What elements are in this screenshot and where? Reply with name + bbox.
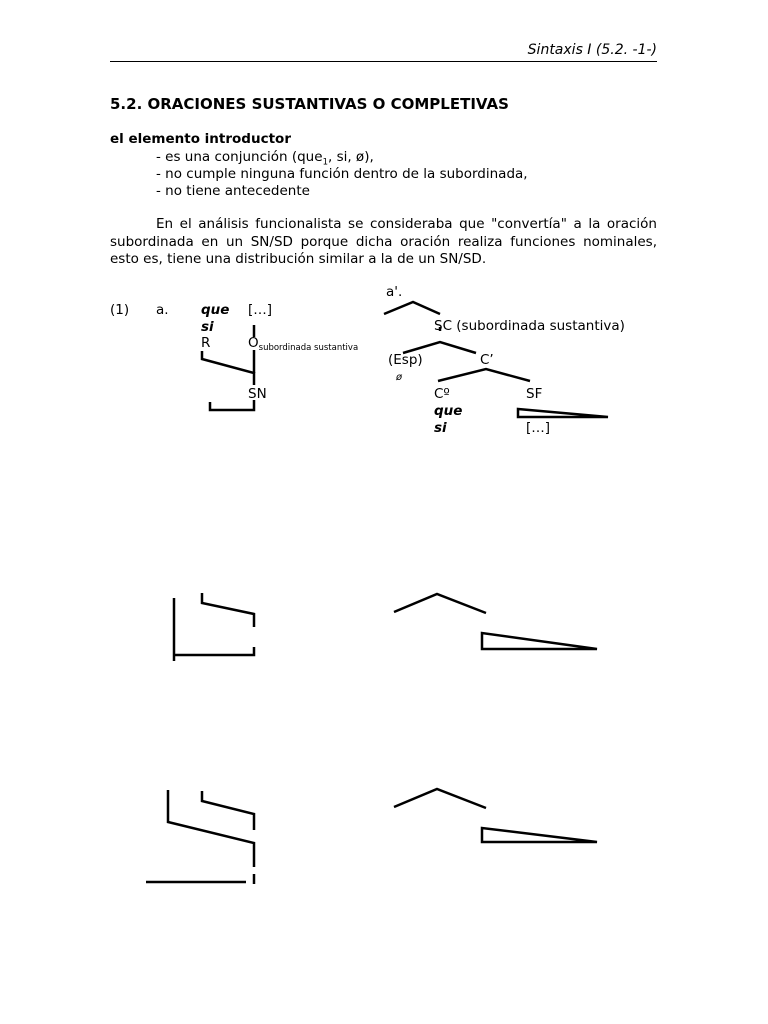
blank-triangle	[482, 828, 597, 842]
tree-label: a'.	[386, 284, 403, 300]
sf-node: SF	[526, 386, 543, 402]
empty-symbol: ø	[396, 372, 403, 383]
sn-branch	[210, 400, 254, 410]
body-paragraph: En el análisis funcionalista se consideraba que "convertía" a la oración subordinada en un SN/SD porque dicha oración realiza funciones nominales, esto es, tiene una distribución similar a la de un SN/SD.	[110, 216, 657, 267]
que-label: que	[201, 302, 230, 318]
bracket-label: […]	[526, 420, 551, 436]
blank-sn-branch	[174, 647, 254, 655]
esp-node: (Esp)	[388, 352, 423, 368]
list-item: - no tiene antecedente	[156, 183, 310, 199]
si-label: si	[434, 420, 447, 436]
cbar-branch	[438, 369, 530, 381]
blank-que-branch	[202, 791, 254, 830]
c0-node: Cº	[434, 386, 450, 402]
r-branch	[202, 351, 254, 385]
subsection-title: el elemento introductor	[110, 131, 291, 147]
sf-triangle	[518, 409, 608, 417]
top-branch	[384, 302, 440, 314]
blank-r-branch	[202, 593, 254, 627]
bracket-label: […]	[248, 302, 273, 318]
blank-top-branch	[394, 594, 486, 613]
list-item: - es una conjunción (que$_1$, si, ø),	[156, 149, 374, 168]
list-item: - no cumple ninguna función dentro de la subordinada,	[156, 166, 528, 182]
que-label: que	[434, 403, 463, 419]
blank-r-branch	[168, 790, 254, 867]
si-label: si	[201, 319, 214, 335]
section-title: 5.2. ORACIONES SUSTANTIVAS O COMPLETIVAS	[110, 95, 509, 113]
running-header: Sintaxis I (5.2. -1-)	[527, 42, 657, 58]
blank-top-branch	[394, 789, 486, 808]
example-letter: a.	[156, 302, 169, 318]
sc-branch	[403, 342, 476, 353]
o-label: $O_{subordinada sustantiva}$	[248, 335, 359, 353]
blank-triangle	[482, 633, 597, 649]
sn-label: SN	[248, 386, 267, 402]
r-label: R	[201, 335, 211, 351]
example-number: (1)	[110, 302, 130, 318]
cbar-node: C’	[480, 352, 494, 368]
sc-node: SC (subordinada sustantiva)	[434, 318, 625, 334]
